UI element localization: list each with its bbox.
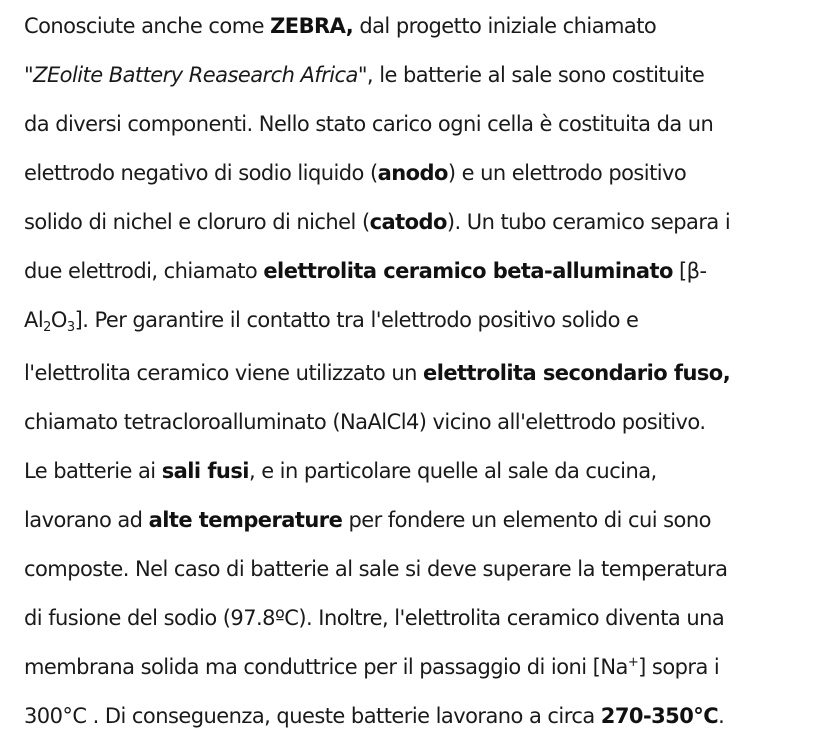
text-span: Conosciute anche come xyxy=(24,14,271,38)
text-span: ] sopra i xyxy=(638,655,720,679)
italic-project-name: ZEolite Battery Reasearch Africa xyxy=(33,63,358,87)
text-line xyxy=(24,551,836,600)
text-line xyxy=(24,502,836,551)
text-line xyxy=(24,106,836,155)
text-line xyxy=(24,453,836,502)
text-span: membrana solida ma conduttrice per il passaggio di ioni [Na xyxy=(24,655,628,679)
text-span: ]. Per garantire il contatto tra l'elettrodo positivo solido e xyxy=(74,308,639,332)
text-span: , e in particolare quelle al sale da cucina, xyxy=(248,459,657,483)
bold-term-anodo: anodo xyxy=(377,161,448,185)
text-line xyxy=(24,253,836,302)
text-span: ). Un tubo ceramico separa i xyxy=(446,210,731,234)
text-span: 300°C . Di conseguenza, queste batterie lavorano a circa xyxy=(24,704,601,728)
superscript: + xyxy=(627,655,639,670)
text-line xyxy=(24,355,836,404)
text-span: di fusione del sodio (97.8ºC). Inoltre, l'elettrolita ceramico diventa una xyxy=(24,606,725,630)
text-span: solido di nichel e cloruro di nichel ( xyxy=(24,210,370,234)
article-text xyxy=(24,8,836,747)
text-span: due elettrodi, chiamato xyxy=(24,259,264,283)
text-span: da diversi componenti. Nello stato carico ogni cella è costituita da un xyxy=(24,112,714,136)
text-line xyxy=(24,57,836,106)
text-span: . xyxy=(718,704,725,728)
bold-term-temperature-range: 270-350°C xyxy=(600,704,719,728)
text-line xyxy=(24,155,836,204)
text-span: ) e un elettrodo positivo xyxy=(447,161,687,185)
text-span: " xyxy=(24,63,34,87)
text-line xyxy=(24,404,836,453)
text-span: dal progetto iniziale chiamato xyxy=(353,14,657,38)
subscript: 2 xyxy=(43,320,51,335)
text-span: [β- xyxy=(672,259,707,283)
text-line xyxy=(24,8,836,57)
text-line xyxy=(24,302,836,355)
bold-term-catodo: catodo xyxy=(369,210,447,234)
bold-term-electrolyte: elettrolita ceramico beta-alluminato xyxy=(263,259,673,283)
text-span: ", le batterie al sale sono costituite xyxy=(357,63,705,87)
text-line xyxy=(24,204,836,253)
text-span: Al xyxy=(24,308,44,332)
bold-term-secondary-electrolyte: elettrolita secondario fuso, xyxy=(423,361,731,385)
text-span: per fondere un elemento di cui sono xyxy=(342,508,711,532)
text-span: O xyxy=(50,308,67,332)
bold-term-zebra: ZEBRA, xyxy=(270,14,354,38)
text-span: elettrodo negativo di sodio liquido ( xyxy=(24,161,378,185)
subscript: 3 xyxy=(66,320,75,335)
text-span: l'elettrolita ceramico viene utilizzato un xyxy=(24,361,423,385)
text-line xyxy=(24,600,836,649)
text-line xyxy=(24,698,836,747)
text-line xyxy=(24,649,836,698)
text-span: lavorano ad xyxy=(24,508,149,532)
bold-term-sali-fusi: sali fusi xyxy=(161,459,249,483)
text-span: chiamato tetracloroalluminato (NaAlCl4) vicino all'elettrodo positivo. xyxy=(24,410,706,434)
text-span: composte. Nel caso di batterie al sale si deve superare la temperatura xyxy=(24,557,728,581)
bold-term-alte-temperature: alte temperature xyxy=(148,508,343,532)
text-span: Le batterie ai xyxy=(24,459,162,483)
